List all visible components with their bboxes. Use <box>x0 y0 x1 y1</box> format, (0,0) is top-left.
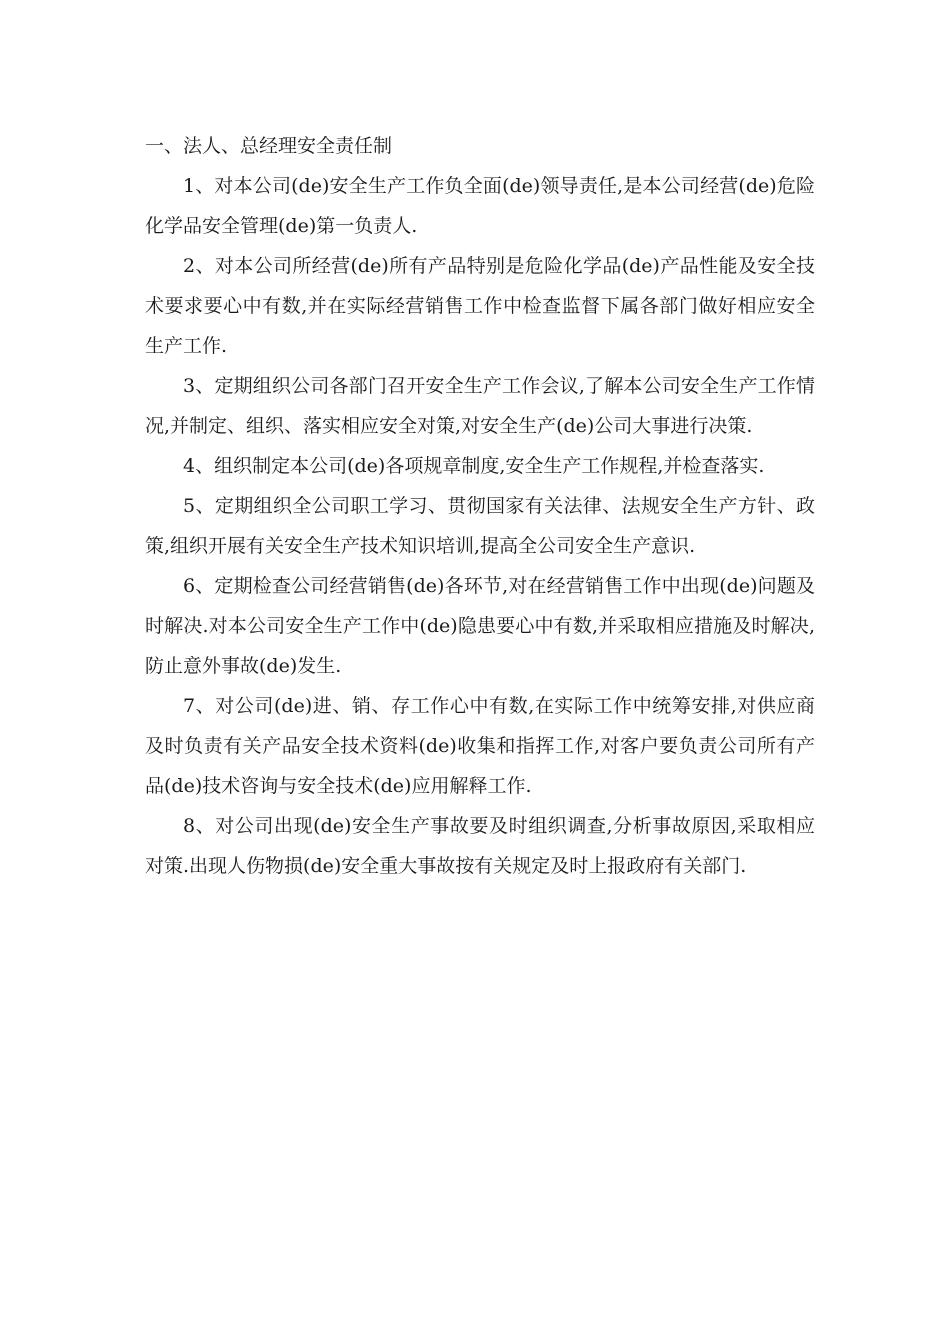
section-heading: 一、法人、总经理安全责任制 <box>145 135 393 157</box>
paragraph-3: 3、定期组织公司各部门召开安全生产工作会议,了解本公司安全生产工作情况,并制定、组织、落实相应安全对策,对安全生产(de)公司大事进行决策. <box>145 375 815 437</box>
paragraph-7: 7、对公司(de)进、销、存工作心中有数,在实际工作中统筹安排,对供应商及时负责有关产品安全技术资料(de)收集和指挥工作,对客户要负责公司所有产品(de)技术咨询与安全技术(de)应用解释工作. <box>145 695 815 797</box>
paragraph-1: 1、对本公司(de)安全生产工作负全面(de)领导责任,是本公司经营(de)危险化学品安全管理(de)第一负责人. <box>145 175 815 237</box>
paragraph-8: 8、对公司出现(de)安全生产事故要及时组织调查,分析事故原因,采取相应对策.出现人伤物损(de)安全重大事故按有关规定及时上报政府有关部门. <box>145 815 815 877</box>
paragraph-4: 4、组织制定本公司(de)各项规章制度,安全生产工作规程,并检查落实. <box>183 455 765 477</box>
paragraph-5: 5、定期组织全公司职工学习、贯彻国家有关法律、法规安全生产方针、政策,组织开展有关安全生产技术知识培训,提高全公司安全生产意识. <box>145 495 815 557</box>
paragraph-6: 6、定期检查公司经营销售(de)各环节,对在经营销售工作中出现(de)问题及时解决.对本公司安全生产工作中(de)隐患要心中有数,并采取相应措施及时解决,防止意外事故(de)发生. <box>145 575 815 677</box>
paragraph-2: 2、对本公司所经营(de)所有产品特别是危险化学品(de)产品性能及安全技术要求要心中有数,并在实际经营销售工作中检查监督下属各部门做好相应安全生产工作. <box>145 255 815 357</box>
document-body <box>145 126 815 886</box>
